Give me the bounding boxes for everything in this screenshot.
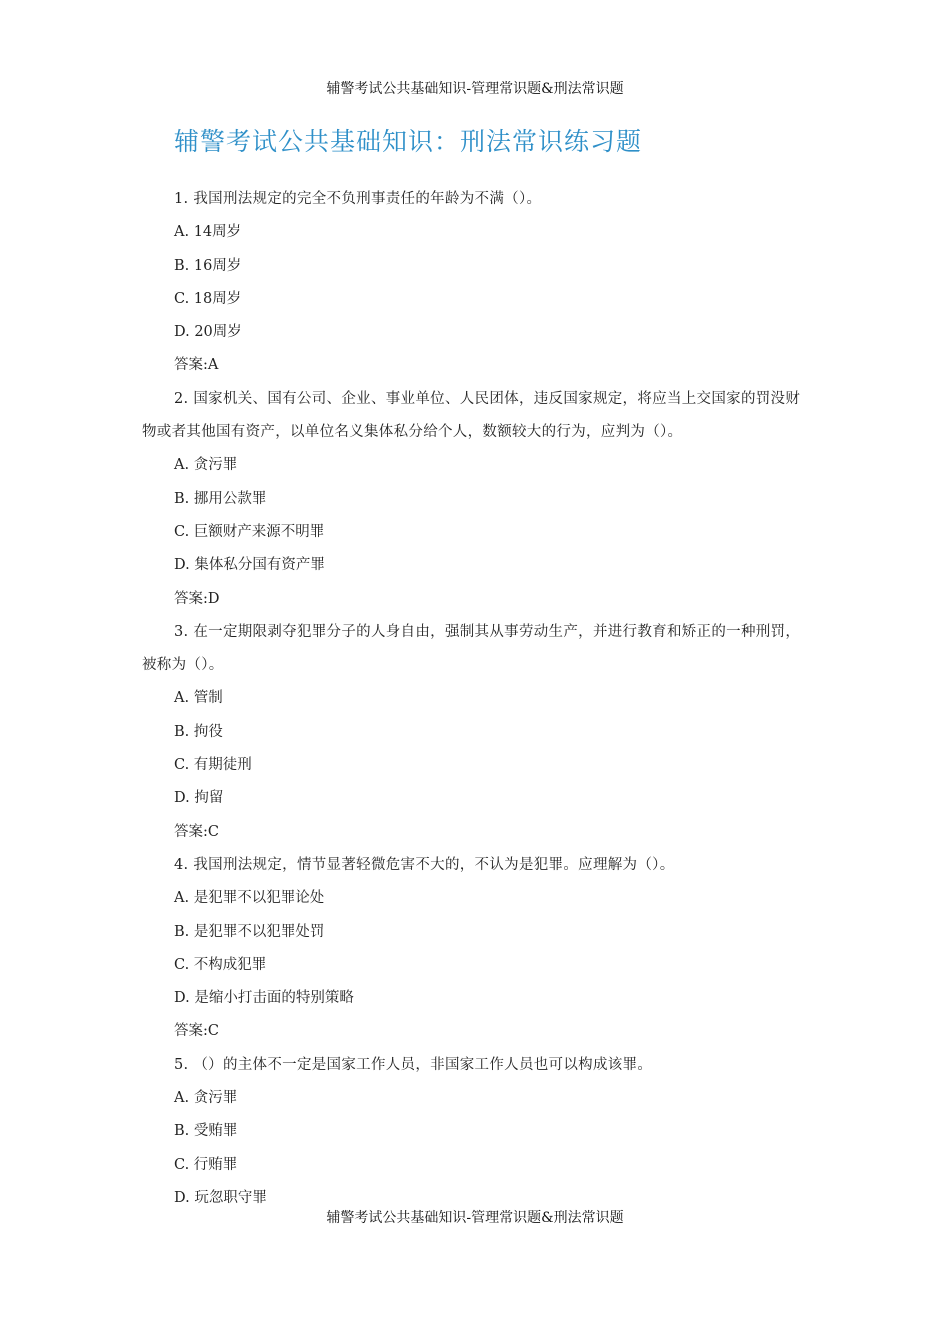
option-b: B. 受贿罪 — [174, 1123, 238, 1140]
option-d: D. 是缩小打击面的特别策略 — [174, 990, 354, 1007]
option-a: A. 14周岁 — [174, 224, 242, 241]
question-stem: 3. 在一定期限剥夺犯罪分子的人身自由，强制其从事劳动生产，并进行教育和矫正的一种刑罚，被称为（）。 — [142, 623, 801, 674]
answer: 答案:C — [174, 1023, 219, 1040]
option-c: C. 18周岁 — [174, 290, 242, 307]
question-block — [142, 383, 810, 616]
option-c: C. 不构成犯罪 — [174, 956, 267, 973]
question-stem: 4. 我国刑法规定，情节显著轻微危害不大的，不认为是犯罪。应理解为（）。 — [174, 856, 675, 873]
question-block — [142, 183, 810, 383]
question-stem: 2. 国家机关、国有公司、企业、事业单位、人民团体，违反国家规定，将应当上交国家的罚没财物或者其他国有资产，以单位名义集体私分给个人，数额较大的行为，应判为（）。 — [142, 390, 801, 441]
option-d: D. 拘留 — [174, 790, 224, 807]
page-footer: 辅警考试公共基础知识-管理常识题&刑法常识题 — [326, 1210, 624, 1226]
question-block — [142, 1049, 810, 1215]
option-c: C. 有期徒刑 — [174, 757, 252, 774]
question-block — [142, 849, 810, 1049]
page-header: 辅警考试公共基础知识-管理常识题&刑法常识题 — [326, 81, 624, 97]
option-a: A. 贪污罪 — [174, 1090, 238, 1107]
option-a: A. 贪污罪 — [174, 457, 238, 474]
option-b: B. 是犯罪不以犯罪处罚 — [174, 923, 325, 940]
option-b: B. 16周岁 — [174, 257, 242, 274]
option-a: A. 管制 — [174, 690, 223, 707]
option-b: B. 拘役 — [174, 723, 223, 740]
option-d: D. 20周岁 — [174, 324, 242, 341]
question-stem: 1. 我国刑法规定的完全不负刑事责任的年龄为不满（）。 — [174, 191, 542, 207]
option-d: D. 玩忽职守罪 — [174, 1189, 267, 1206]
option-d: D. 集体私分国有资产罪 — [174, 557, 325, 574]
option-b: B. 挪用公款罪 — [174, 490, 267, 507]
answer: 答案:A — [174, 357, 219, 374]
page-title: 辅警考试公共基础知识：刑法常识练习题 — [174, 127, 643, 156]
option-c: C. 行贿罪 — [174, 1156, 238, 1173]
option-a: A. 是犯罪不以犯罪论处 — [174, 890, 325, 907]
question-block — [142, 616, 810, 849]
answer: 答案:D — [174, 590, 220, 607]
answer: 答案:C — [174, 823, 219, 840]
option-c: C. 巨额财产来源不明罪 — [174, 523, 325, 540]
question-stem: 5. （）的主体不一定是国家工作人员，非国家工作人员也可以构成该罪。 — [174, 1056, 653, 1073]
question-list — [142, 183, 810, 1215]
